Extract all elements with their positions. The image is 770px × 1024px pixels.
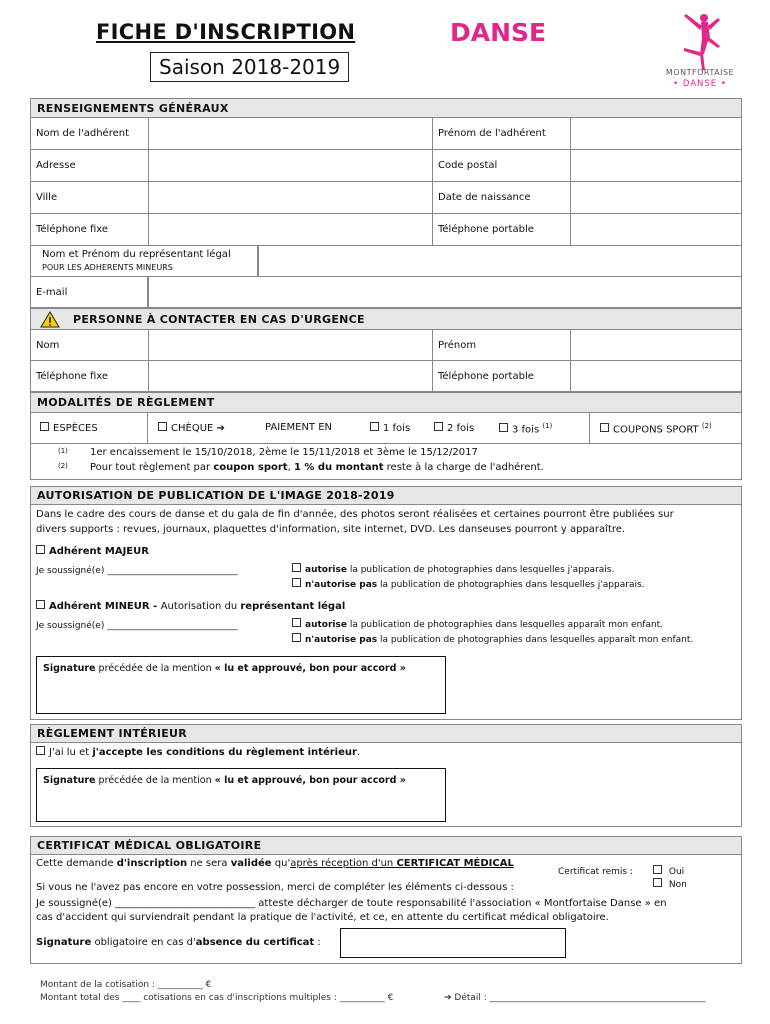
checkbox-1-fois[interactable]: [370, 422, 379, 431]
image-intro-1: Dans le cadre des cours de danse et du gala de fin d'année, des photos seront réalisées et certaines pourront être publiées sur: [36, 509, 674, 520]
footer-montant: Montant de la cotisation : __________ €: [40, 980, 212, 990]
field-prenom[interactable]: [571, 118, 742, 150]
logo-text-line2: • DANSE •: [673, 79, 727, 89]
field-urg-nom[interactable]: [149, 330, 433, 361]
mineur-autorise[interactable]: autorise la publication de photographies dans lesquelles apparaît mon enfant.: [292, 618, 663, 630]
label-urg-tel-fixe: Téléphone fixe: [31, 361, 149, 392]
note2-ref: (2): [58, 462, 68, 470]
signature-box-interieur[interactable]: Signature précédée de la mention « lu et approuvé, bon pour accord »: [36, 768, 446, 822]
option-1-fois[interactable]: [370, 422, 410, 434]
field-ville[interactable]: [149, 182, 433, 214]
label-cp: Code postal: [433, 150, 571, 182]
fois3-label: 3 fois: [512, 424, 540, 436]
coupons-label: COUPONS SPORT: [613, 424, 699, 436]
checkbox-especes[interactable]: [40, 422, 49, 431]
option-mineur[interactable]: Adhérent MINEUR - Autorisation du représentant légal: [36, 600, 345, 612]
field-representant[interactable]: [258, 245, 742, 277]
non-label: Non: [668, 880, 687, 890]
especes-label: ESPÈCES: [53, 423, 98, 434]
fois3-ref: (1): [542, 422, 553, 430]
checkbox-mineur[interactable]: [36, 600, 45, 609]
label-email: E-mail: [36, 287, 68, 298]
option-cheque[interactable]: [158, 422, 225, 434]
certificat-signature-label: Signature obligatoire en cas d'absence du certificat :: [36, 937, 321, 948]
label-adresse: Adresse: [31, 150, 149, 182]
checkbox-cheque[interactable]: [158, 422, 167, 431]
footer-detail: ➔ Détail : ________________________________________________: [444, 993, 706, 1003]
option-especes[interactable]: [40, 422, 98, 434]
checkbox-majeur-nautorise[interactable]: [292, 578, 301, 587]
label-urg-tel-port: Téléphone portable: [433, 361, 571, 392]
section-certificat-title: CERTIFICAT MÉDICAL OBLIGATOIRE: [30, 836, 742, 855]
checkbox-coupons[interactable]: [600, 423, 609, 432]
urgence-table: [30, 329, 742, 392]
field-nom[interactable]: [149, 118, 433, 150]
section-urgence-title: PERSONNE À CONTACTER EN CAS D'URGENCE: [30, 308, 742, 330]
paiement-label: PAIEMENT EN: [265, 422, 333, 433]
checkbox-non[interactable]: [653, 878, 662, 887]
image-intro-2: divers supports : revues, journaux, plaquettes d'information, site internet, DVD. Les danseuses pourront y apparaître.: [36, 524, 626, 535]
section-image-title: AUTORISATION DE PUBLICATION DE L'IMAGE 2018-2019: [30, 486, 742, 505]
footer-total: Montant total des ____ cotisations en cas d'inscriptions multiples : __________ €: [40, 993, 394, 1003]
option-reglement-accepte[interactable]: J'ai lu et j'accepte les conditions du règlement intérieur.: [36, 746, 360, 758]
general-table: [30, 117, 742, 246]
checkbox-majeur[interactable]: [36, 545, 45, 554]
checkbox-2-fois[interactable]: [434, 422, 443, 431]
cheque-label: CHÈQUE ➔: [171, 423, 225, 434]
field-tel-fixe[interactable]: [149, 214, 433, 246]
certificat-line-2: Si vous ne l'avez pas encore en votre possession, merci de compléter les éléments ci-dessous :: [36, 882, 514, 893]
section-general-title: RENSEIGNEMENTS GÉNÉRAUX: [30, 98, 742, 118]
form-title: FICHE D'INSCRIPTION: [96, 20, 356, 44]
label-prenom: Prénom de l'adhérent: [433, 118, 571, 150]
field-adresse[interactable]: [149, 150, 433, 182]
checkbox-3-fois[interactable]: [499, 423, 508, 432]
field-cp[interactable]: [571, 150, 742, 182]
danse-title: DANSE: [450, 18, 547, 47]
field-email[interactable]: [148, 276, 742, 308]
label-ville: Ville: [31, 182, 149, 214]
field-urg-tel-fixe[interactable]: [149, 361, 433, 392]
season-label: Saison 2018-2019: [150, 52, 349, 82]
option-3-fois[interactable]: [499, 422, 552, 435]
certificat-line-3: Je soussigné(e) ____________________________ atteste décharger de toute responsabilité l'association « Montfortaise Danse » en: [36, 898, 667, 909]
checkbox-reglement[interactable]: [36, 746, 45, 755]
option-coupons[interactable]: [600, 422, 712, 435]
mineur-nautorise[interactable]: n'autorise pas la publication de photographies dans lesquelles apparaît mon enfant.: [292, 633, 693, 645]
majeur-autorise[interactable]: autorise la publication de photographies dans lesquelles j'apparais.: [292, 563, 614, 575]
fois2-label: 2 fois: [447, 423, 475, 434]
majeur-soussigne: Je soussigné(e) _____________________________: [36, 566, 238, 576]
label-tel-port: Téléphone portable: [433, 214, 571, 246]
coupons-ref: (2): [701, 422, 712, 430]
certificat-remis-label: Certificat remis :: [558, 867, 633, 877]
note2-text: Pour tout règlement par coupon sport, 1 % du montant reste à la charge de l'adhérent.: [90, 462, 544, 473]
note1-text: 1er encaissement le 15/10/2018, 2ème le 15/11/2018 et 3ème le 15/12/2017: [90, 447, 478, 458]
option-oui[interactable]: [653, 865, 684, 877]
majeur-label: Adhérent MAJEUR: [49, 546, 149, 557]
logo-text-line1: MONTFORTAISE: [665, 68, 735, 77]
signature-box-image[interactable]: Signature précédée de la mention « lu et approuvé, bon pour accord »: [36, 656, 446, 714]
checkbox-mineur-nautorise[interactable]: [292, 633, 301, 642]
field-urg-tel-port[interactable]: [571, 361, 742, 392]
label-mineurs: POUR LES ADHERENTS MINEURS: [42, 263, 173, 272]
option-non[interactable]: [653, 878, 687, 890]
majeur-nautorise[interactable]: n'autorise pas la publication de photographies dans lesquelles j'apparais.: [292, 578, 645, 590]
checkbox-mineur-autorise[interactable]: [292, 618, 301, 627]
fois1-label: 1 fois: [383, 423, 411, 434]
section-reglement-title: MODALITÉS DE RÈGLEMENT: [30, 392, 742, 413]
certificat-line-1: Cette demande d'inscription ne sera validée qu'après réception d'un CERTIFICAT MÉDICAL: [36, 858, 514, 869]
field-urg-prenom[interactable]: [571, 330, 742, 361]
note1-ref: (1): [58, 447, 68, 455]
field-tel-port[interactable]: [571, 214, 742, 246]
option-majeur[interactable]: [36, 545, 149, 557]
option-2-fois[interactable]: [434, 422, 474, 434]
oui-label: Oui: [668, 867, 685, 877]
warning-icon: [40, 311, 60, 328]
section-interieur-title: RÈGLEMENT INTÉRIEUR: [30, 724, 742, 743]
certificat-line-4: cas d'accident qui surviendrait pendant la pratique de l'activité, et ce, en attente du certificat médical obligatoire.: [36, 912, 609, 923]
checkbox-majeur-autorise[interactable]: [292, 563, 301, 572]
label-nom: Nom de l'adhérent: [31, 118, 149, 150]
label-representant: Nom et Prénom du représentant légal: [42, 249, 231, 260]
label-naissance: Date de naissance: [433, 182, 571, 214]
label-urg-nom: Nom: [31, 330, 149, 361]
field-naissance[interactable]: [571, 182, 742, 214]
checkbox-oui[interactable]: [653, 865, 662, 874]
mineur-soussigne: Je soussigné(e) _____________________________: [36, 621, 238, 631]
signature-box-certificat[interactable]: [340, 928, 566, 958]
label-urg-prenom: Prénom: [433, 330, 571, 361]
label-tel-fixe: Téléphone fixe: [31, 214, 149, 246]
